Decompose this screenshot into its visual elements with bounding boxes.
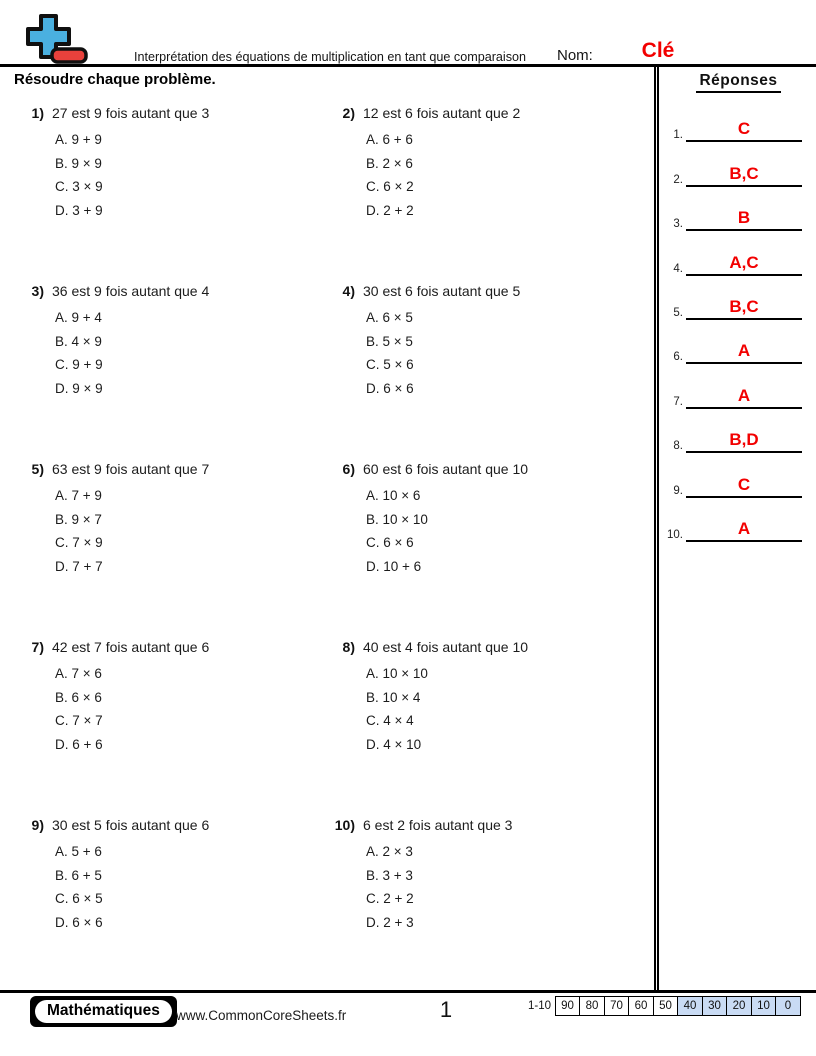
problem-question: 30 est 5 fois autant que 6 <box>52 817 210 833</box>
problem-option: A. 6 × 5 <box>366 310 413 325</box>
instructions-text: Résoudre chaque problème. <box>14 71 216 88</box>
problem-question: 27 est 9 fois autant que 3 <box>52 105 210 121</box>
problem-number: 2) <box>342 105 355 121</box>
answer-blank <box>686 341 802 364</box>
problem-option: D. 6 × 6 <box>55 914 103 930</box>
problem-question: 36 est 9 fois autant que 4 <box>52 283 210 299</box>
problem-question: 30 est 6 fois autant que 5 <box>363 283 521 299</box>
score-cell: 0 <box>775 996 801 1016</box>
problem-8 <box>311 633 654 811</box>
problem-question: 60 est 6 fois autant que 10 <box>363 461 529 477</box>
problem-option: A. 10 × 10 <box>366 666 428 681</box>
answer-item <box>661 144 816 188</box>
answer-number: 4. <box>673 262 683 275</box>
answer-number: 7. <box>673 395 683 408</box>
score-cell: 50 <box>653 996 679 1016</box>
answers-column <box>661 66 816 544</box>
answer-blank <box>686 519 802 542</box>
answer-item <box>661 455 816 499</box>
problem-option: C. 4 × 4 <box>366 713 414 728</box>
problem-option: B. 3 + 3 <box>366 867 413 883</box>
problem-2 <box>311 99 654 277</box>
answer-blank <box>686 297 802 320</box>
problem-option: B. 9 × 7 <box>55 511 102 527</box>
answer-item <box>661 278 816 322</box>
answer-number: 9. <box>673 484 683 497</box>
score-cell: 30 <box>702 996 728 1016</box>
answer-value: A <box>737 518 751 538</box>
name-label: Nom: <box>557 47 593 64</box>
problem-question: 12 est 6 fois autant que 2 <box>363 105 521 121</box>
problem-option: C. 3 × 9 <box>55 179 103 194</box>
answer-value: B,C <box>729 296 759 316</box>
problem-option: C. 2 + 2 <box>366 891 414 906</box>
problem-10 <box>311 811 654 989</box>
problem-6 <box>311 455 654 633</box>
problem-question: 63 est 9 fois autant que 7 <box>52 461 210 477</box>
answers-column-divider <box>654 66 659 991</box>
problem-option: B. 9 × 9 <box>55 155 102 171</box>
answer-blank <box>686 208 802 231</box>
brand-badge <box>30 996 177 1027</box>
problem-option: B. 10 × 4 <box>366 689 421 705</box>
problem-question: 6 est 2 fois autant que 3 <box>363 817 513 833</box>
answer-item <box>661 411 816 455</box>
problem-option: C. 6 × 6 <box>366 535 414 550</box>
problem-option: A. 2 × 3 <box>366 844 413 859</box>
score-cell: 20 <box>726 996 752 1016</box>
problem-number: 3) <box>31 283 44 299</box>
problem-7 <box>0 633 311 811</box>
problem-option: A. 10 × 6 <box>366 488 421 503</box>
score-range-label: 1-10 <box>527 1000 551 1012</box>
footer-divider-line <box>0 990 816 993</box>
plus-minus-logo-icon <box>14 13 96 71</box>
answer-item <box>661 322 816 366</box>
answer-item <box>661 500 816 544</box>
problem-question: 40 est 4 fois autant que 10 <box>363 639 529 655</box>
website-url: www.CommonCoreSheets.fr <box>176 1008 347 1023</box>
problem-option: C. 6 × 2 <box>366 179 414 194</box>
problem-1 <box>0 99 311 277</box>
worksheet-title: Interprétation des équations de multiplication en tant que comparaison <box>133 50 527 64</box>
problem-option: B. 4 × 9 <box>55 333 102 349</box>
problem-option: D. 9 × 9 <box>55 380 103 396</box>
problem-option: A. 7 × 6 <box>55 666 102 681</box>
problem-option: A. 6 + 6 <box>366 132 413 147</box>
answer-blank <box>686 430 802 453</box>
score-cell: 90 <box>555 996 581 1016</box>
answer-item <box>661 100 816 144</box>
score-cell: 40 <box>677 996 703 1016</box>
problem-option: B. 10 × 10 <box>366 511 428 527</box>
answer-number: 6. <box>673 351 683 364</box>
answer-value: A <box>737 341 751 361</box>
problem-option: C. 7 × 9 <box>55 535 103 550</box>
problem-option: D. 4 × 10 <box>366 736 422 752</box>
answer-item <box>661 366 816 410</box>
answer-value: C <box>737 474 751 494</box>
problem-option: B. 6 × 6 <box>55 689 102 705</box>
problem-number: 7) <box>31 639 44 655</box>
answers-list <box>661 100 816 544</box>
score-cell: 10 <box>751 996 777 1016</box>
problem-question: 42 est 7 fois autant que 6 <box>52 639 210 655</box>
answer-number: 5. <box>673 306 683 319</box>
problem-option: B. 6 + 5 <box>55 867 102 883</box>
problem-number: 10) <box>334 817 355 833</box>
problem-9 <box>0 811 311 989</box>
problem-option: D. 6 + 6 <box>55 736 103 752</box>
problem-option: C. 9 + 9 <box>55 357 103 372</box>
problem-option: A. 5 + 6 <box>55 844 102 859</box>
problem-option: A. 7 + 9 <box>55 488 102 503</box>
answer-blank <box>686 119 802 142</box>
score-cell: 70 <box>604 996 630 1016</box>
problem-4 <box>311 277 654 455</box>
answer-value: B <box>737 208 751 228</box>
problem-option: D. 2 + 3 <box>366 914 414 930</box>
problem-5 <box>0 455 311 633</box>
answer-number: 8. <box>673 440 683 453</box>
page-number: 1 <box>439 997 453 1022</box>
answer-value: B,D <box>729 430 759 450</box>
problem-option: B. 2 × 6 <box>366 155 413 171</box>
problem-option: D. 3 + 9 <box>55 202 103 218</box>
score-cell: 80 <box>579 996 605 1016</box>
score-table <box>528 996 801 1016</box>
name-field-value: Clé <box>641 39 675 62</box>
answer-blank <box>686 386 802 409</box>
problem-number: 8) <box>342 639 355 655</box>
answer-value: B,C <box>729 163 759 183</box>
problem-option: D. 7 + 7 <box>55 558 103 574</box>
answer-item <box>661 233 816 277</box>
problem-option: C. 6 × 5 <box>55 891 103 906</box>
problem-option: C. 5 × 6 <box>366 357 414 372</box>
answer-item <box>661 189 816 233</box>
answer-number: 10. <box>667 528 683 541</box>
answer-value: A <box>737 385 751 405</box>
answer-number: 1. <box>673 129 683 142</box>
problem-number: 5) <box>31 461 44 477</box>
answer-number: 3. <box>673 218 683 231</box>
answer-value: C <box>737 119 751 139</box>
score-cell: 60 <box>628 996 654 1016</box>
answer-number: 2. <box>673 173 683 186</box>
answer-blank <box>686 164 802 187</box>
answer-value: A,C <box>729 252 759 272</box>
answer-blank <box>686 253 802 276</box>
problem-number: 4) <box>342 283 355 299</box>
problems-grid <box>0 99 654 989</box>
problem-option: B. 5 × 5 <box>366 333 413 349</box>
problem-option: A. 9 + 9 <box>55 132 102 147</box>
brand-label: Mathématiques <box>35 1000 172 1023</box>
problem-option: A. 9 + 4 <box>55 310 102 325</box>
answer-blank <box>686 475 802 498</box>
problem-option: D. 6 × 6 <box>366 380 414 396</box>
problem-number: 1) <box>31 105 44 121</box>
answers-title: Réponses <box>696 72 780 93</box>
problem-number: 9) <box>31 817 44 833</box>
problem-option: D. 10 + 6 <box>366 558 422 574</box>
problem-option: D. 2 + 2 <box>366 202 414 218</box>
problem-3 <box>0 277 311 455</box>
problem-number: 6) <box>342 461 355 477</box>
problem-option: C. 7 × 7 <box>55 713 103 728</box>
